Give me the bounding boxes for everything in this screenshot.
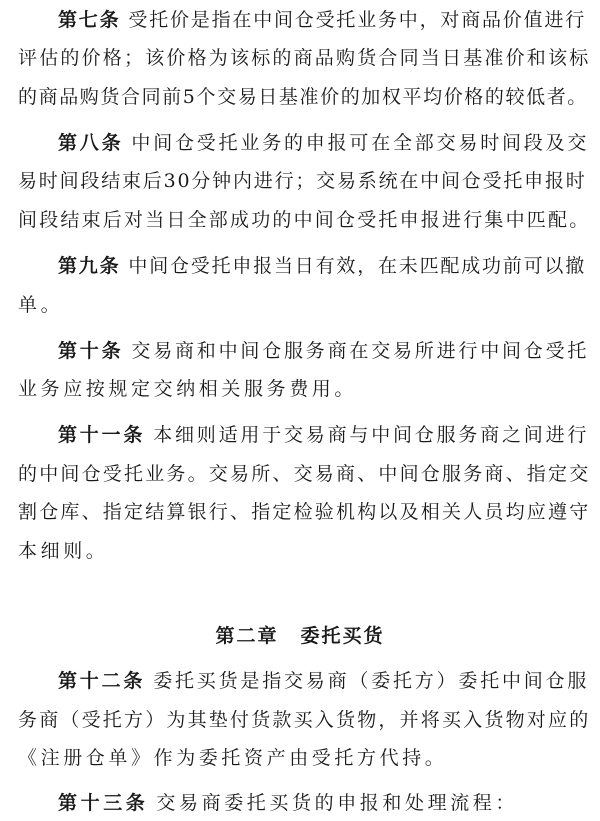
- article-7-line-3: 的商品购货合同前5个交易日基准价的加权平均价格的较低者。: [18, 86, 588, 108]
- article-7-line-1: 第七条 受托价是指在中间仓受托业务中，对商品价值进行: [58, 9, 587, 31]
- article-12-label: 第十二条: [58, 670, 146, 692]
- chapter-heading: [0, 624, 600, 648]
- article-11-line-1: 第十一条 本细则适用于交易商与中间仓服务商之间进行: [58, 424, 590, 446]
- article-9-line-2: 单。: [18, 294, 64, 316]
- article-9-line-1: 第九条 中间仓受托申报当日有效，在未匹配成功前可以撤: [58, 255, 587, 277]
- article-10-line-1: 第十条 交易商和中间仓服务商在交易所进行中间仓受托: [58, 340, 590, 362]
- article-9-label: 第九条: [58, 255, 121, 277]
- article-11-label: 第十一条: [58, 424, 146, 446]
- article-13-label: 第十三条: [58, 792, 149, 814]
- article-8-label: 第八条: [58, 132, 124, 154]
- article-12-line-2: 务商（受托方）为其垫付货款买入货物，并将买入货物对应的: [18, 709, 591, 731]
- article-8-line-2: 易时间段结束后30分钟内进行；交易系统在中间仓受托申报时: [18, 170, 587, 192]
- article-8-line-3: 间段结束后对当日全部成功的中间仓受托申报进行集中匹配。: [18, 209, 591, 231]
- article-7-line-2: 评估的价格；该价格为该标的商品购货合同当日基准价和该标: [18, 47, 591, 69]
- chapter-number: 第二章: [215, 625, 279, 647]
- article-13-line-1: 第十三条 交易商委托买货的申报和处理流程：: [58, 792, 519, 814]
- article-10-label: 第十条: [58, 340, 124, 362]
- article-8-line-1: 第八条 中间仓受托业务的申报可在全部交易时间段及交: [58, 132, 590, 154]
- article-11-line-3: 割仓库、指定结算银行、指定检验机构以及相关人员均应遵守: [18, 501, 591, 523]
- article-11-line-4: 本细则。: [18, 540, 109, 562]
- article-11-line-2: 的中间仓受托业务。交易所、交易商、中间仓服务商、指定交: [18, 463, 591, 485]
- article-10-line-2: 业务应按规定交纳相关服务费用。: [18, 378, 358, 400]
- chapter-title: 委托买货: [300, 625, 385, 647]
- article-12-line-3: 《注册仓单》作为委托资产由受托方代持。: [18, 747, 448, 769]
- article-7-label: 第七条: [58, 9, 121, 31]
- article-12-line-1: 第十二条 委托买货是指交易商（委托方）委托中间仓服: [58, 670, 590, 692]
